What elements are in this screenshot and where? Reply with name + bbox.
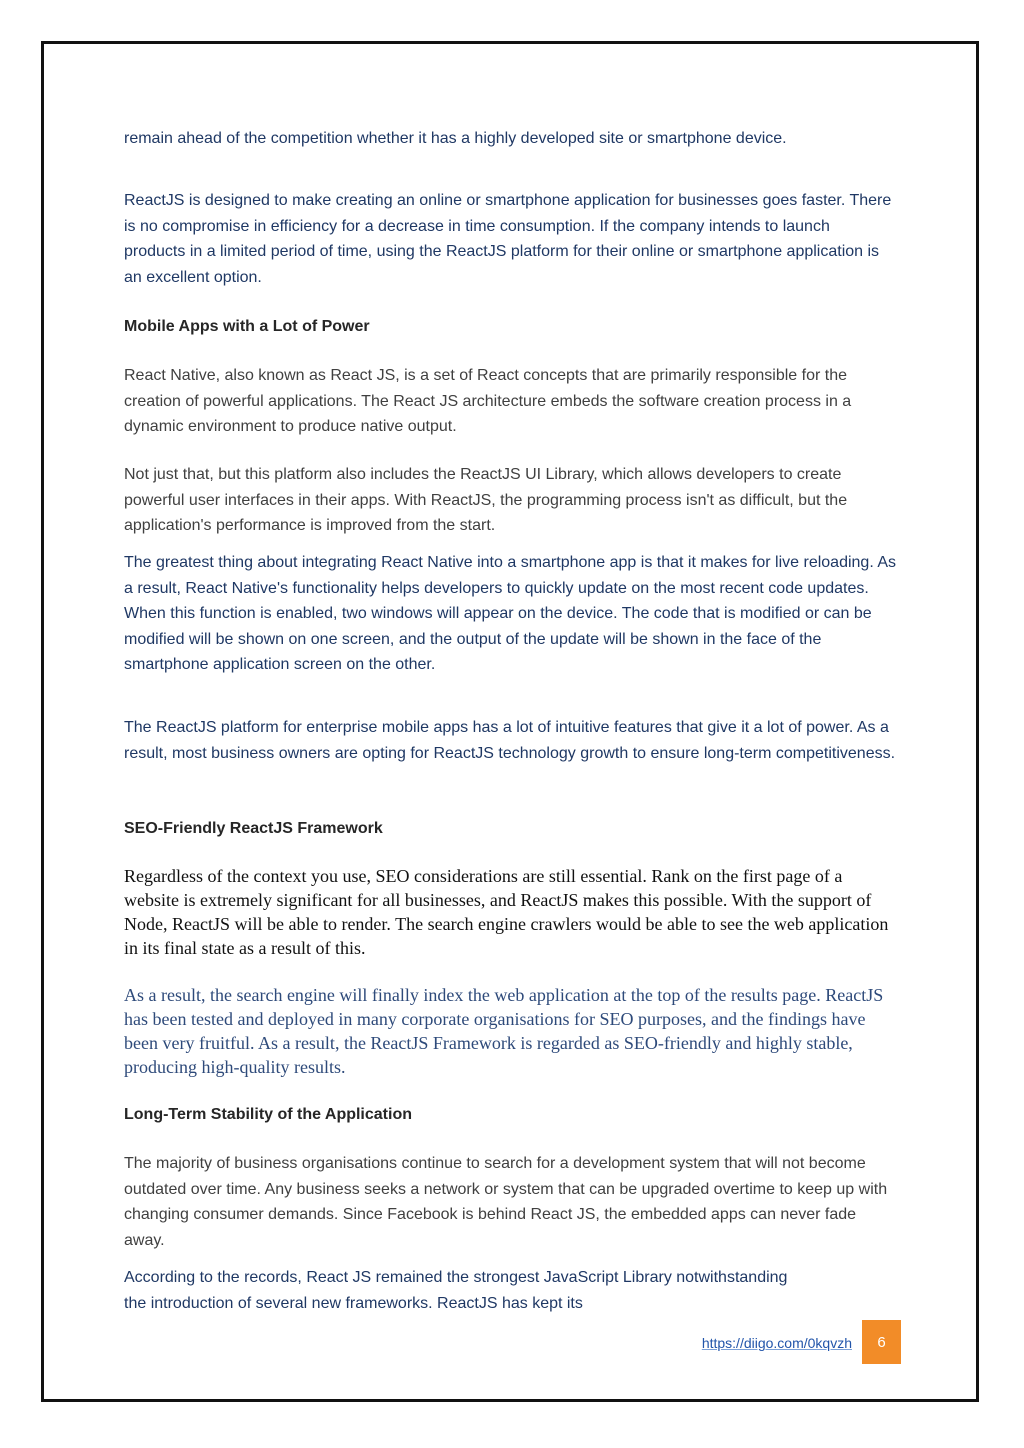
footer-link[interactable]: https://diigo.com/0kqvzh — [701, 1335, 852, 1351]
paragraph-live-reloading: The greatest thing about integrating React Native into a smartphone app is that it makes for live reloading. As a result, React Native's functionality helps developers to quickly update on the most recent code updates. When this function is enabled, two windows will appear on the device. The code that is modified or can be modified will be shown on one screen, and the output of the update will be shown in the face of the smartphone application screen on the other. — [124, 554, 896, 673]
paragraph-intro: remain ahead of the competition whether it has a highly developed site or smartphone device. — [124, 130, 787, 147]
paragraph-enterprise-features: The ReactJS platform for enterprise mobile apps has a lot of intuitive features that give it a lot of power. As a result, most business owners are opting for ReactJS technology growth to ensure long-term competitiveness. — [124, 719, 896, 762]
paragraph-reactjs-design: ReactJS is designed to make creating an online or smartphone application for businesses goes faster. There is no compromise in efficiency for a decrease in time consumption. If the company intends to launch products in a limited period of time, using the ReactJS platform for their online or smartphone application is an excellent option. — [124, 192, 892, 286]
page-number-badge: 6 — [862, 1320, 901, 1364]
paragraph-seo-results: As a result, the search engine will finally index the web application at the top of the results page. ReactJS has been tested and deployed in many corporate organisations for SEO purposes, and the findings have been very fruitful. As a result, the ReactJS Framework is regarded as SEO-friendly and highly stable, producing high-quality results. — [124, 985, 884, 1077]
heading-mobile-apps: Mobile Apps with a Lot of Power — [124, 318, 370, 335]
heading-long-term-stability: Long-Term Stability of the Application — [124, 1106, 412, 1123]
paragraph-seo-context: Regardless of the context you use, SEO considerations are still essential. Rank on the first page of a website is extremely significant for all businesses, and ReactJS makes this possible. With the support of Node, ReactJS will be able to render. The search engine crawlers would be able to see the web application in its final state as a result of this. — [124, 866, 889, 958]
paragraph-react-native: React Native, also known as React JS, is a set of React concepts that are primarily responsible for the creation of powerful applications. The React JS architecture embeds the software creation process in a dynamic environment to produce native output. — [124, 367, 852, 435]
paragraph-records: According to the records, React JS remained the strongest JavaScript Library notwithstanding the introduction of several new frameworks. ReactJS has kept its — [124, 1269, 788, 1312]
paragraph-development-system: The majority of business organisations continue to search for a development system that will not become outdated over time. Any business seeks a network or system that can be upgraded overtime to keep up with changing consumer demands. Since Facebook is behind React JS, the embedded apps can never fade away. — [124, 1155, 888, 1249]
heading-seo-friendly: SEO-Friendly ReactJS Framework — [124, 820, 383, 837]
paragraph-ui-library: Not just that, but this platform also includes the ReactJS UI Library, which allows developers to create powerful user interfaces in their apps. With ReactJS, the programming process isn't as difficult, but the application's performance is improved from the start. — [124, 466, 848, 534]
